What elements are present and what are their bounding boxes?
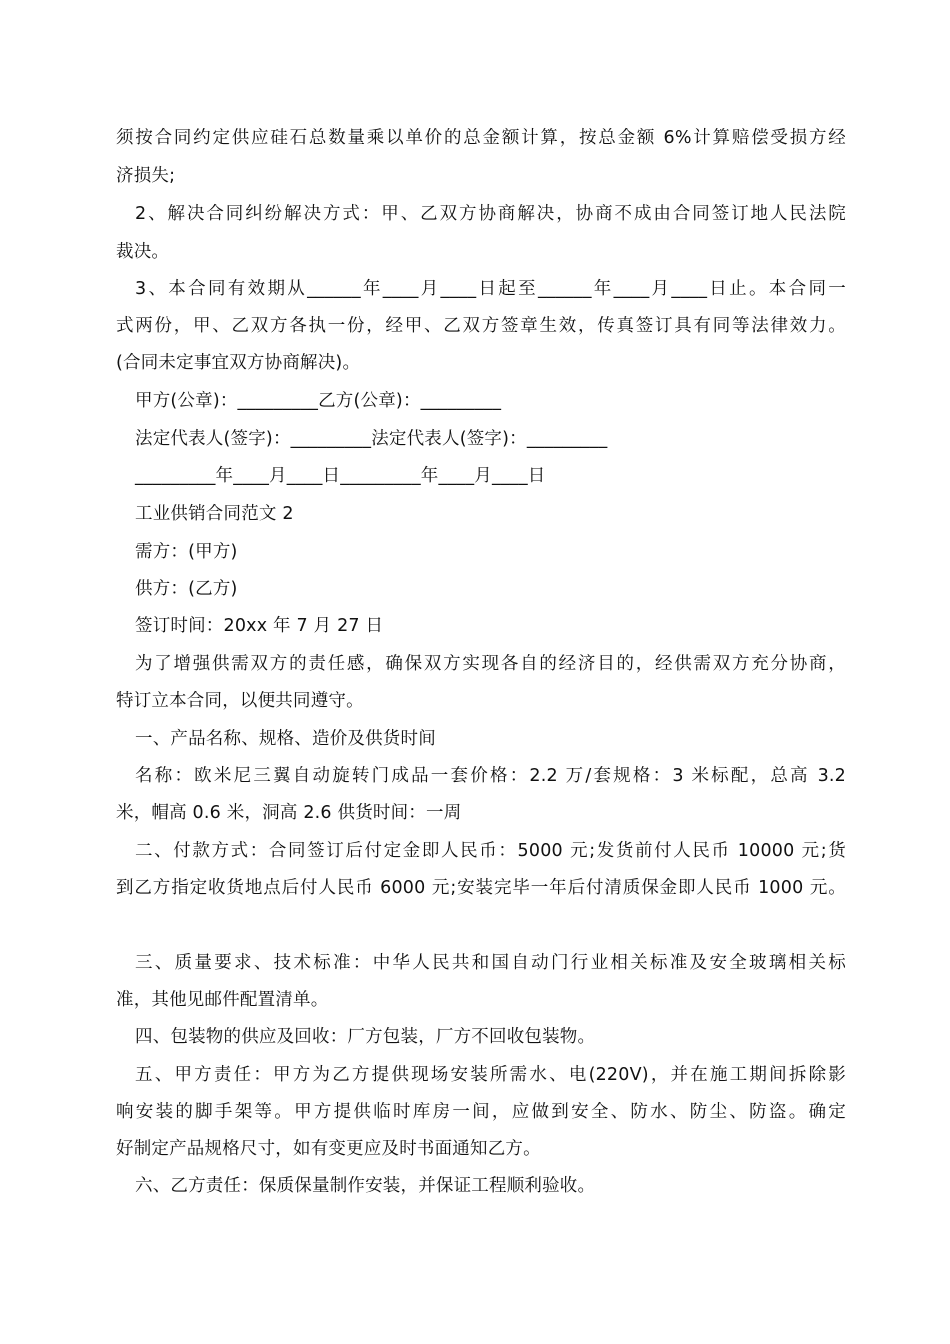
text-line: 式两份，甲、乙双方各执一份，经甲、乙双方签章生效，传真签订具有同等法律效力。 (116, 316, 846, 336)
text-line: 3、本合同有效期从______年____月____日起至______年____月____日止。本合同一 (135, 279, 846, 299)
signature-line-party: 甲方(公章)：_________乙方(公章)：_________ (135, 391, 502, 411)
text-line: 六、乙方责任：保质保量制作安装，并保证工程顺利验收。 (135, 1176, 596, 1196)
text-line: 好制定产品规格尺寸，如有变更应及时书面通知乙方。 (116, 1139, 541, 1159)
text-line: 三、质量要求、技术标准：中华人民共和国自动门行业相关标准及安全玻璃相关标 (135, 953, 846, 973)
text-line: 二、付款方式：合同签订后付定金即人民币：5000 元;发货前付人民币 10000 元;货 (135, 841, 846, 861)
text-line: 名称：欧米尼三翼自动旋转门成品一套价格：2.2 万/套规格：3 米标配，总高 3.2 (135, 766, 846, 786)
text-line: (合同未定事宜双方协商解决)。 (116, 353, 361, 373)
text-line: 特订立本合同，以便共同遵守。 (116, 691, 364, 711)
text-line: 一、产品名称、规格、造价及供货时间 (135, 729, 436, 749)
text-line: 到乙方指定收货地点后付人民币 6000 元;安装完毕一年后付清质保金即人民币 1000 元。 (116, 878, 846, 898)
text-line: 准，其他见邮件配置清单。 (116, 990, 329, 1010)
signature-line-date: _________年____月____日_________年____月____日 (135, 466, 546, 486)
text-line: 供方：(乙方) (135, 579, 238, 599)
text-line: 裁决。 (116, 242, 170, 262)
text-line: 米，帽高 0.6 米，洞高 2.6 供货时间：一周 (116, 803, 462, 823)
text-line: 2、解决合同纠纷解决方式：甲、乙双方协商解决，协商不成由合同签订地人民法院 (135, 204, 846, 224)
section-title: 工业供销合同范文 2 (135, 504, 294, 524)
signature-line-representative: 法定代表人(签字)：_________法定代表人(签字)：_________ (135, 429, 608, 449)
text-line: 签订时间：20xx 年 7 月 27 日 (135, 616, 384, 636)
text-line: 需方：(甲方) (135, 542, 238, 562)
text-line: 为了增强供需双方的责任感，确保双方实现各自的经济目的，经供需双方充分协商， (135, 654, 846, 674)
text-line: 五、甲方责任：甲方为乙方提供现场安装所需水、电(220V)，并在施工期间拆除影 (135, 1065, 846, 1085)
text-line: 济损失; (116, 166, 176, 186)
text-line: 四、包装物的供应及回收：厂方包装，厂方不回收包装物。 (135, 1027, 596, 1047)
text-line: 响安装的脚手架等。甲方提供临时库房一间，应做到安全、防水、防尘、防盗。确定 (116, 1102, 846, 1122)
text-line: 须按合同约定供应硅石总数量乘以单价的总金额计算，按总金额 6%计算赔偿受损方经 (116, 128, 846, 148)
